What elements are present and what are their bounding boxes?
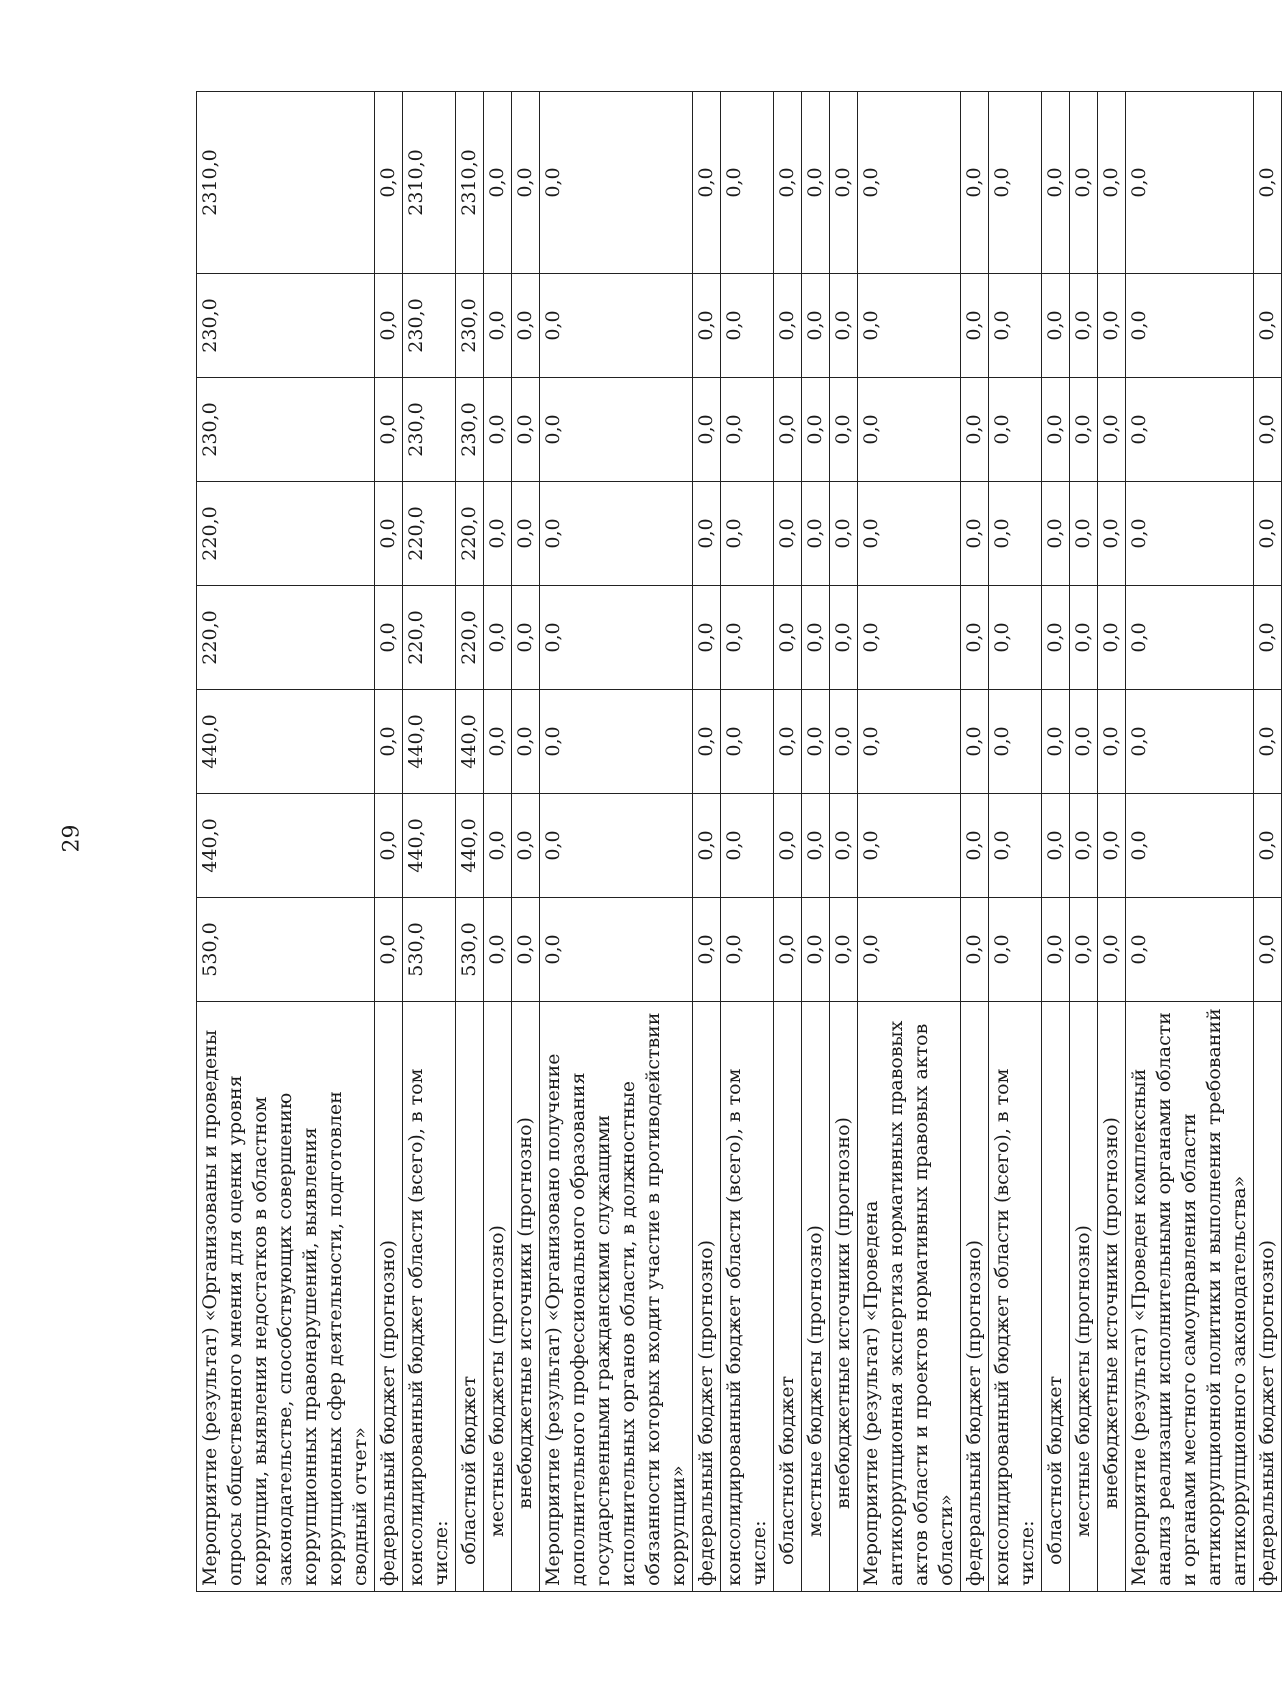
value-cell: 0,0 (774, 92, 802, 274)
value-cell: 0,0 (802, 690, 830, 794)
table-row (1070, 92, 1098, 1592)
value-cell: 0,0 (721, 274, 774, 378)
table-row (830, 92, 858, 1592)
table-row (375, 92, 403, 1592)
table-row (484, 92, 512, 1592)
table-row (456, 92, 484, 1592)
value-cell: 0,0 (830, 378, 858, 482)
value-cell: 0,0 (540, 378, 693, 482)
value-cell: 0,0 (512, 482, 540, 586)
value-cell: 0,0 (540, 92, 693, 274)
value-cell: 0,0 (1070, 92, 1098, 274)
table-row (693, 92, 721, 1592)
value-cell: 0,0 (961, 378, 989, 482)
value-cell: 0,0 (375, 586, 403, 690)
row-label: Мероприятие (результат) «Проведен комплексный анализ реализации исполнительными органами области и органами местного самоуправления области антикоррупционной политики и выполнения требований антикоррупционного законодательства» (1126, 1002, 1254, 1592)
value-cell: 220,0 (197, 482, 375, 586)
table-row (512, 92, 540, 1592)
table-row (540, 92, 693, 1592)
value-cell: 0,0 (484, 274, 512, 378)
value-cell: 0,0 (961, 898, 989, 1002)
value-cell: 0,0 (1042, 898, 1070, 1002)
value-cell: 0,0 (540, 586, 693, 690)
value-cell: 0,0 (1042, 482, 1070, 586)
value-cell: 0,0 (1042, 274, 1070, 378)
value-cell: 230,0 (197, 274, 375, 378)
value-cell: 230,0 (456, 274, 484, 378)
value-cell: 0,0 (961, 274, 989, 378)
row-label: федеральный бюджет (прогнозно) (1254, 1002, 1282, 1592)
value-cell: 0,0 (512, 586, 540, 690)
value-cell: 0,0 (1254, 586, 1282, 690)
value-cell: 2310,0 (456, 92, 484, 274)
value-cell: 0,0 (774, 898, 802, 1002)
value-cell: 0,0 (1254, 378, 1282, 482)
value-cell: 0,0 (1254, 690, 1282, 794)
value-cell: 440,0 (197, 690, 375, 794)
value-cell: 0,0 (693, 586, 721, 690)
value-cell: 0,0 (375, 482, 403, 586)
value-cell: 0,0 (375, 690, 403, 794)
value-cell: 0,0 (1070, 482, 1098, 586)
row-label: внебюджетные источники (прогнозно) (512, 1002, 540, 1592)
row-label: федеральный бюджет (прогнозно) (375, 1002, 403, 1592)
value-cell: 0,0 (1254, 274, 1282, 378)
value-cell: 0,0 (693, 274, 721, 378)
value-cell: 0,0 (1254, 898, 1282, 1002)
value-cell: 0,0 (1070, 274, 1098, 378)
value-cell: 220,0 (403, 482, 456, 586)
value-cell: 0,0 (802, 794, 830, 898)
value-cell: 0,0 (830, 794, 858, 898)
value-cell: 0,0 (1042, 378, 1070, 482)
value-cell: 0,0 (1126, 378, 1254, 482)
value-cell: 0,0 (1098, 586, 1126, 690)
value-cell: 0,0 (1098, 794, 1126, 898)
value-cell: 0,0 (1070, 690, 1098, 794)
value-cell: 0,0 (484, 482, 512, 586)
row-label: консолидированный бюджет области (всего), в том числе: (721, 1002, 774, 1592)
value-cell: 0,0 (774, 482, 802, 586)
value-cell: 220,0 (403, 586, 456, 690)
value-cell: 0,0 (830, 92, 858, 274)
row-label: внебюджетные источники (прогнозно) (1098, 1002, 1126, 1592)
value-cell: 0,0 (484, 378, 512, 482)
row-label: внебюджетные источники (прогнозно) (830, 1002, 858, 1592)
value-cell: 0,0 (1126, 690, 1254, 794)
value-cell: 0,0 (989, 794, 1042, 898)
table-row (197, 92, 375, 1592)
value-cell: 0,0 (989, 92, 1042, 274)
value-cell: 0,0 (989, 586, 1042, 690)
value-cell: 0,0 (830, 898, 858, 1002)
value-cell: 0,0 (989, 274, 1042, 378)
value-cell: 0,0 (1042, 794, 1070, 898)
row-label: консолидированный бюджет области (всего), в том числе: (403, 1002, 456, 1592)
value-cell: 0,0 (858, 690, 961, 794)
value-cell: 0,0 (721, 898, 774, 1002)
value-cell: 0,0 (1070, 378, 1098, 482)
value-cell: 0,0 (1070, 898, 1098, 1002)
table-row (1042, 92, 1070, 1592)
value-cell: 0,0 (1126, 274, 1254, 378)
value-cell: 230,0 (197, 378, 375, 482)
value-cell: 0,0 (802, 482, 830, 586)
value-cell: 0,0 (375, 378, 403, 482)
value-cell: 0,0 (721, 586, 774, 690)
value-cell: 0,0 (375, 794, 403, 898)
table-row (989, 92, 1042, 1592)
value-cell: 2310,0 (197, 92, 375, 274)
value-cell: 0,0 (693, 898, 721, 1002)
value-cell: 530,0 (403, 898, 456, 1002)
value-cell: 0,0 (802, 378, 830, 482)
value-cell: 0,0 (774, 378, 802, 482)
value-cell: 0,0 (1254, 92, 1282, 274)
value-cell: 0,0 (1042, 690, 1070, 794)
value-cell: 0,0 (484, 92, 512, 274)
value-cell: 0,0 (830, 690, 858, 794)
value-cell: 0,0 (858, 378, 961, 482)
value-cell: 0,0 (540, 482, 693, 586)
row-label: областной бюджет (1042, 1002, 1070, 1592)
value-cell: 0,0 (961, 690, 989, 794)
table-row (1254, 92, 1282, 1592)
value-cell: 230,0 (403, 378, 456, 482)
value-cell: 0,0 (540, 274, 693, 378)
row-label: федеральный бюджет (прогнозно) (693, 1002, 721, 1592)
value-cell: 220,0 (456, 586, 484, 690)
value-cell: 0,0 (721, 92, 774, 274)
value-cell: 0,0 (1042, 586, 1070, 690)
row-label: Мероприятие (результат) «Организовано получение дополнительного профессионального образования государственными гражданскими служащими исполнительных органов области, в должностные обязанности которых входит участие в противодействии коррупции» (540, 1002, 693, 1592)
value-cell: 440,0 (456, 794, 484, 898)
value-cell: 0,0 (484, 794, 512, 898)
value-cell: 0,0 (802, 898, 830, 1002)
table-row (403, 92, 456, 1592)
value-cell: 530,0 (197, 898, 375, 1002)
row-label: Мероприятие (результат) «Проведена антикоррупционная экспертиза нормативных правовых актов области и проектов нормативных правовых актов области» (858, 1002, 961, 1592)
value-cell: 440,0 (456, 690, 484, 794)
value-cell: 0,0 (1126, 794, 1254, 898)
rotated-table-container (196, 92, 1278, 1592)
value-cell: 0,0 (961, 92, 989, 274)
value-cell: 0,0 (540, 898, 693, 1002)
value-cell: 0,0 (375, 898, 403, 1002)
row-label: местные бюджеты (прогнозно) (802, 1002, 830, 1592)
value-cell: 0,0 (858, 482, 961, 586)
value-cell: 530,0 (456, 898, 484, 1002)
value-cell: 0,0 (1098, 690, 1126, 794)
value-cell: 0,0 (774, 794, 802, 898)
row-label: консолидированный бюджет области (всего), в том числе: (989, 1002, 1042, 1592)
table-row (802, 92, 830, 1592)
value-cell: 0,0 (721, 378, 774, 482)
value-cell: 0,0 (484, 898, 512, 1002)
value-cell: 0,0 (512, 92, 540, 274)
value-cell: 0,0 (721, 482, 774, 586)
value-cell: 440,0 (403, 794, 456, 898)
value-cell: 0,0 (830, 274, 858, 378)
table-row (1126, 92, 1254, 1592)
value-cell: 0,0 (1098, 92, 1126, 274)
value-cell: 230,0 (456, 378, 484, 482)
value-cell: 0,0 (721, 690, 774, 794)
value-cell: 0,0 (774, 690, 802, 794)
table-row (721, 92, 774, 1592)
row-label: областной бюджет (456, 1002, 484, 1592)
value-cell: 0,0 (1070, 794, 1098, 898)
value-cell: 0,0 (858, 794, 961, 898)
value-cell: 0,0 (802, 92, 830, 274)
value-cell: 0,0 (721, 794, 774, 898)
value-cell: 0,0 (858, 274, 961, 378)
value-cell: 230,0 (403, 274, 456, 378)
row-label: местные бюджеты (прогнозно) (484, 1002, 512, 1592)
value-cell: 0,0 (989, 482, 1042, 586)
row-label: федеральный бюджет (прогнозно) (961, 1002, 989, 1592)
funding-table (196, 91, 1282, 1592)
table-body (197, 92, 1282, 1592)
value-cell: 0,0 (830, 482, 858, 586)
value-cell: 0,0 (1098, 898, 1126, 1002)
value-cell: 0,0 (858, 898, 961, 1002)
value-cell: 0,0 (774, 586, 802, 690)
value-cell: 0,0 (512, 690, 540, 794)
value-cell: 2310,0 (403, 92, 456, 274)
value-cell: 440,0 (197, 794, 375, 898)
value-cell: 0,0 (961, 482, 989, 586)
value-cell: 0,0 (1042, 92, 1070, 274)
value-cell: 0,0 (540, 690, 693, 794)
value-cell: 0,0 (830, 586, 858, 690)
value-cell: 0,0 (858, 586, 961, 690)
row-label: Мероприятие (результат) «Организованы и проведены опросы общественного мнения для оценки уровня коррупции, выявления недостатков в областном законодательстве, способствующих совершению коррупционных правонарушений, выявления коррупционных сфер деятельности, подготовлен сводный отчет» (197, 1002, 375, 1592)
value-cell: 0,0 (989, 690, 1042, 794)
value-cell: 0,0 (693, 92, 721, 274)
row-label: областной бюджет (774, 1002, 802, 1592)
value-cell: 0,0 (484, 690, 512, 794)
value-cell: 0,0 (1254, 794, 1282, 898)
value-cell: 0,0 (961, 794, 989, 898)
row-label: местные бюджеты (прогнозно) (1070, 1002, 1098, 1592)
value-cell: 0,0 (1098, 378, 1126, 482)
value-cell: 0,0 (540, 794, 693, 898)
table-row (858, 92, 961, 1592)
table-row (961, 92, 989, 1592)
value-cell: 0,0 (512, 274, 540, 378)
value-cell: 0,0 (802, 274, 830, 378)
value-cell: 220,0 (456, 482, 484, 586)
value-cell: 0,0 (858, 92, 961, 274)
value-cell: 0,0 (512, 794, 540, 898)
value-cell: 0,0 (1126, 586, 1254, 690)
value-cell: 0,0 (1126, 898, 1254, 1002)
page-number: 29 (59, 824, 85, 853)
value-cell: 0,0 (693, 690, 721, 794)
table-row (1098, 92, 1126, 1592)
value-cell: 220,0 (197, 586, 375, 690)
value-cell: 440,0 (403, 690, 456, 794)
value-cell: 0,0 (693, 482, 721, 586)
value-cell: 0,0 (375, 274, 403, 378)
value-cell: 0,0 (961, 586, 989, 690)
value-cell: 0,0 (1126, 482, 1254, 586)
value-cell: 0,0 (693, 378, 721, 482)
value-cell: 0,0 (375, 92, 403, 274)
table-row (774, 92, 802, 1592)
value-cell: 0,0 (989, 898, 1042, 1002)
value-cell: 0,0 (1070, 586, 1098, 690)
value-cell: 0,0 (989, 378, 1042, 482)
value-cell: 0,0 (802, 586, 830, 690)
value-cell: 0,0 (1098, 482, 1126, 586)
value-cell: 0,0 (512, 898, 540, 1002)
value-cell: 0,0 (484, 586, 512, 690)
value-cell: 0,0 (1098, 274, 1126, 378)
value-cell: 0,0 (774, 274, 802, 378)
value-cell: 0,0 (693, 794, 721, 898)
value-cell: 0,0 (1254, 482, 1282, 586)
value-cell: 0,0 (1126, 92, 1254, 274)
value-cell: 0,0 (512, 378, 540, 482)
